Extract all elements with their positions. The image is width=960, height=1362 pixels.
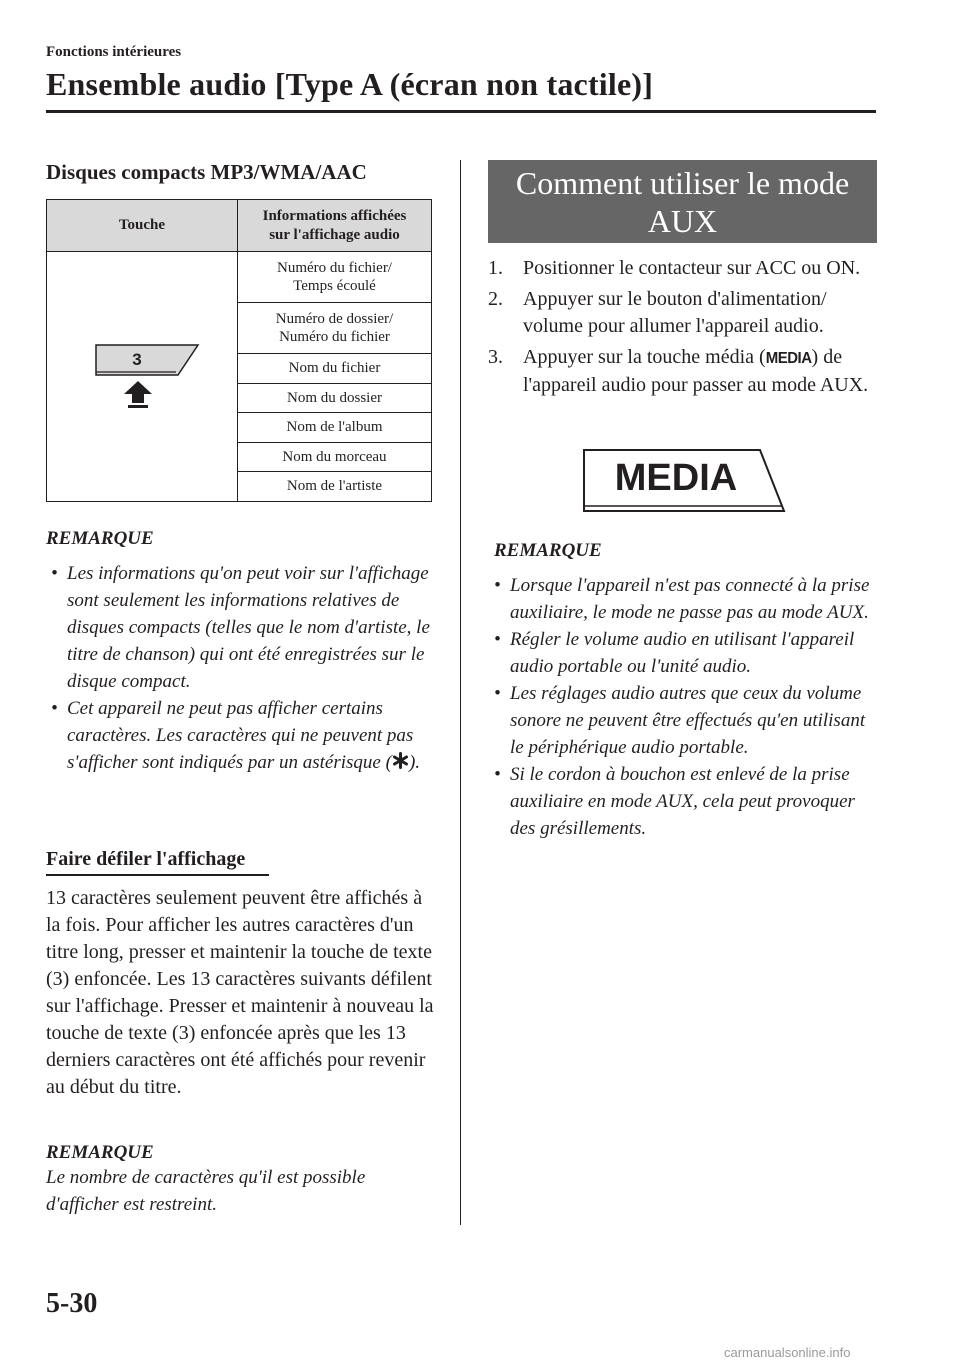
note-item: • Si le cordon à bouchon est enlevé de la prise auxiliaire en mode AUX, cela peut provoquer des grésillements. [494, 764, 855, 839]
column-divider [460, 160, 461, 1225]
note-text: Le nombre de caractères qu'il est possible d'afficher est restreint. [46, 1167, 366, 1215]
scroll-body: 13 caractères seulement peuvent être affichés à la fois. Pour afficher les autres caractères d'un titre long, presser et maintenir la touche de texte (3) enfoncée. Les 13 caractères suivants défilent sur l'affichage. Presser et maintenir à nouveau la touche de texte (3) enfoncée après que les 13 derniers caractères ont été affichés pour revenir au début du titre. [46, 887, 434, 1098]
note-label: REMARQUE [46, 528, 154, 549]
scroll-heading: Faire défiler l'affichage [46, 848, 246, 870]
table-cell: Nom du fichier [238, 354, 432, 384]
note-label: REMARQUE [46, 1142, 154, 1163]
note-block-1 [46, 528, 438, 776]
aux-section-banner [488, 160, 877, 243]
note-item: • Les informations qu'on peut voir sur l'affichage sont seulement les informations relatives de disques compacts (telles que le nom d'artiste, le titre de chanson) qui ont été enregistrées sur le disque compact. [51, 563, 430, 692]
table-cell: Numéro de dossier/ Numéro du fichier [238, 303, 432, 354]
table-cell: Nom du dossier [238, 383, 432, 413]
step-item: 3. Appuyer sur la touche média (MEDIA) de l'appareil audio pour passer au mode AUX. [488, 346, 869, 396]
banner-line-1: Comment utiliser le mode [515, 165, 850, 201]
cd-heading: Disques compacts MP3/WMA/AAC [46, 160, 367, 184]
asterisk-icon [392, 752, 409, 769]
note-label: REMARQUE [494, 540, 602, 561]
page-number: 5-30 [46, 1288, 98, 1319]
table-header-info: Informations affichées sur l'affichage audio [238, 200, 432, 252]
step-item: 1. Positionner le contacteur sur ACC ou ON. [488, 257, 861, 279]
note-item: • Régler le volume audio en utilisant l'appareil audio portable ou l'unité audio. [494, 629, 855, 677]
note-block-2 [46, 1142, 438, 1218]
note-item: • Les réglages audio autres que ceux du volume sonore ne peuvent être effectués qu'en utilisant le périphérique audio portable. [494, 683, 866, 758]
note-item: • Lorsque l'appareil n'est pas connecté à la prise auxiliaire, le mode ne passe pas au mode AUX. [494, 575, 870, 623]
table-cell: Nom de l'artiste [238, 472, 432, 502]
svg-text:3: 3 [132, 350, 142, 370]
table-header-key: Touche [47, 200, 238, 252]
banner-line-2: AUX [647, 203, 718, 239]
media-button-icon [578, 445, 790, 523]
note-item: • Cet appareil ne peut pas afficher certains caractères. Les caractères qui ne peuvent pas s'afficher sont indiqués par un astérisque ( ). [51, 698, 421, 773]
section-label: Fonctions intérieures [46, 44, 182, 60]
text-key-3-icon [82, 341, 202, 411]
table-cell: Nom du morceau [238, 442, 432, 472]
title-rule [46, 110, 876, 113]
step-item: 2. Appuyer sur le bouton d'alimentation/ volume pour allumer l'appareil audio. [488, 288, 827, 337]
table-cell: Nom de l'album [238, 413, 432, 443]
svg-text:MEDIA: MEDIA [614, 457, 738, 499]
text-key-cell [47, 252, 238, 502]
table-cell: Numéro du fichier/ Temps écoulé [238, 252, 432, 303]
page-title: Ensemble audio [Type A (écran non tactile)] [46, 66, 654, 102]
display-info-table [46, 199, 432, 502]
note-block-3 [494, 540, 879, 842]
table-header-row [47, 200, 432, 252]
scroll-heading-rule [46, 874, 269, 876]
watermark: carmanualsonline.info [724, 1345, 851, 1360]
procedure-steps [488, 255, 883, 403]
table-row [47, 252, 432, 303]
media-inline-icon: MEDIA [765, 349, 812, 368]
